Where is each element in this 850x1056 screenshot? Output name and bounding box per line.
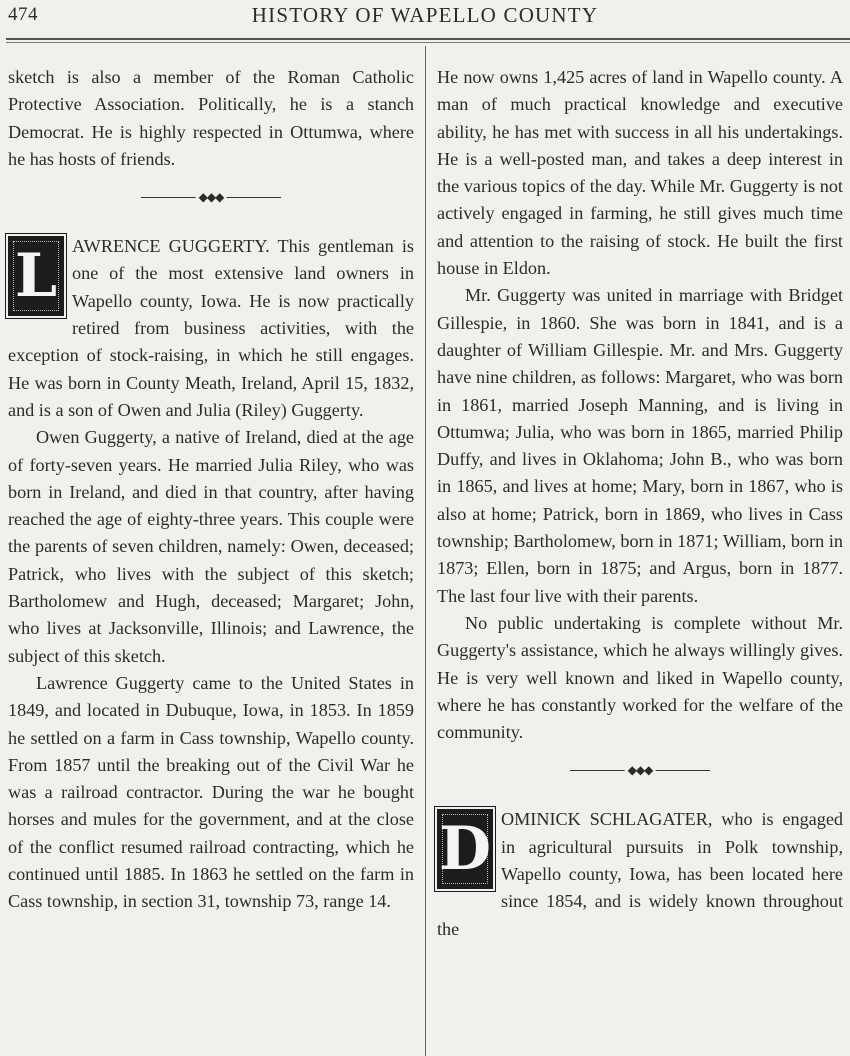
section-ornament [141,191,281,205]
column-divider [425,46,426,1056]
biography-dominick-schlagater [437,806,843,942]
bio-paragraph: Lawrence Guggerty came to the United States in 1849, and located in Dubuque, Iowa, in 1853. In 1859 he settled on a farm in Cass township, Wapello county. From 1857 until the breaking out of the Civil War he was a railroad contractor. During the war he bought horses and mules for the government, and at the close of the conflict resumed railroad contracting, which he continued until 1885. In 1863 he settled on the farm in Cass township, in section 31, township 73, range 14. [8,672,414,912]
paragraph-continued: sketch is also a member of the Roman Catholic Protective Association. Politically, he is a stanch Democrat. He is highly respected in Ottumwa, where he has hosts of friends. [8,67,414,169]
dropcap-letter: L [14,241,58,312]
page-header [0,0,850,36]
header-rule [6,38,850,40]
left-column [8,64,414,916]
dropcap-letter: D [439,814,492,885]
bio-paragraph: who is engaged in agricultural pursuits in Polk township, Wapello county, Iowa, has been located here since 1854, and is widely known throughout the [437,809,844,939]
right-column [437,64,843,943]
bio-paragraph: This gentleman is one of the most extensive land owners in Wapello county, Iowa. He is now practically retired from business activities, with the exception of stock-raising, in which he still engages. He was born in County Meath, Ireland, April 15, 1832, and is a son of Owen and Julia (Riley) Guggerty. [8,236,415,420]
dropcap-l [8,236,64,316]
ornament-glyph: ◆◆◆ [625,762,656,778]
bio-name: OMINICK SCHLAGATER, [501,809,713,830]
ornament-glyph: ◆◆◆ [196,189,227,205]
dropcap-d [437,809,493,889]
header-rule-thin [6,42,850,43]
bio-paragraph: Owen Guggerty, a native of Ireland, died at the age of forty-seven years. He married Julia Riley, who was born in Ireland, and died in that country, after having reached the age of eighty-three years. This couple were the parents of seven children, namely: Owen, deceased; Patrick, who lives with the subject of this sketch; Bartholomew and Hugh, deceased; Margaret; John, who lives at Jacksonville, Illinois; and Lawrence, the subject of this sketch. [8,427,414,666]
page-number: 474 [8,4,38,25]
bio-name: AWRENCE GUGGERTY. [72,236,270,257]
biography-lawrence-guggerty [8,233,414,915]
bio-paragraph: No public undertaking is complete without Mr. Guggerty's assistance, which he always willingly gives. He is very well known and liked in Wapello county, where he has constantly worked for the welfare of the community. [437,612,843,743]
running-title: HISTORY OF WAPELLO COUNTY [251,3,599,27]
bio-paragraph: He now owns 1,425 acres of land in Wapello county. A man of much practical knowledge and executive ability, he has met with success in all his undertakings. He is a well-posted man, and takes a deep interest in the various topics of the day. While Mr. Guggerty is not actively engaged in farming, he still gives much time and attention to the raising of stock. He built the first house in Eldon. [437,67,843,279]
section-ornament [570,764,710,778]
bio-paragraph: Mr. Guggerty was united in marriage with Bridget Gillespie, in 1860. She was born in 1841, and is a daughter of William Gillespie. Mr. and Mrs. Guggerty have nine children, as follows: Margaret, who was born in 1861, married Joseph Manning, and is living in Ottumwa; Julia, who was born in 1865, married Philip Duffy, and lives in Oklahoma; John B., who was born in 1865, and lives at home; Mary, born in 1867, who is also at home; Patrick, born in 1869, who lives in Cass township; Bartholomew, born in 1871; William, born in 1873; Ellen, born in 1875; and Argus, born in 1877. The last four live with their parents. [437,285,843,606]
